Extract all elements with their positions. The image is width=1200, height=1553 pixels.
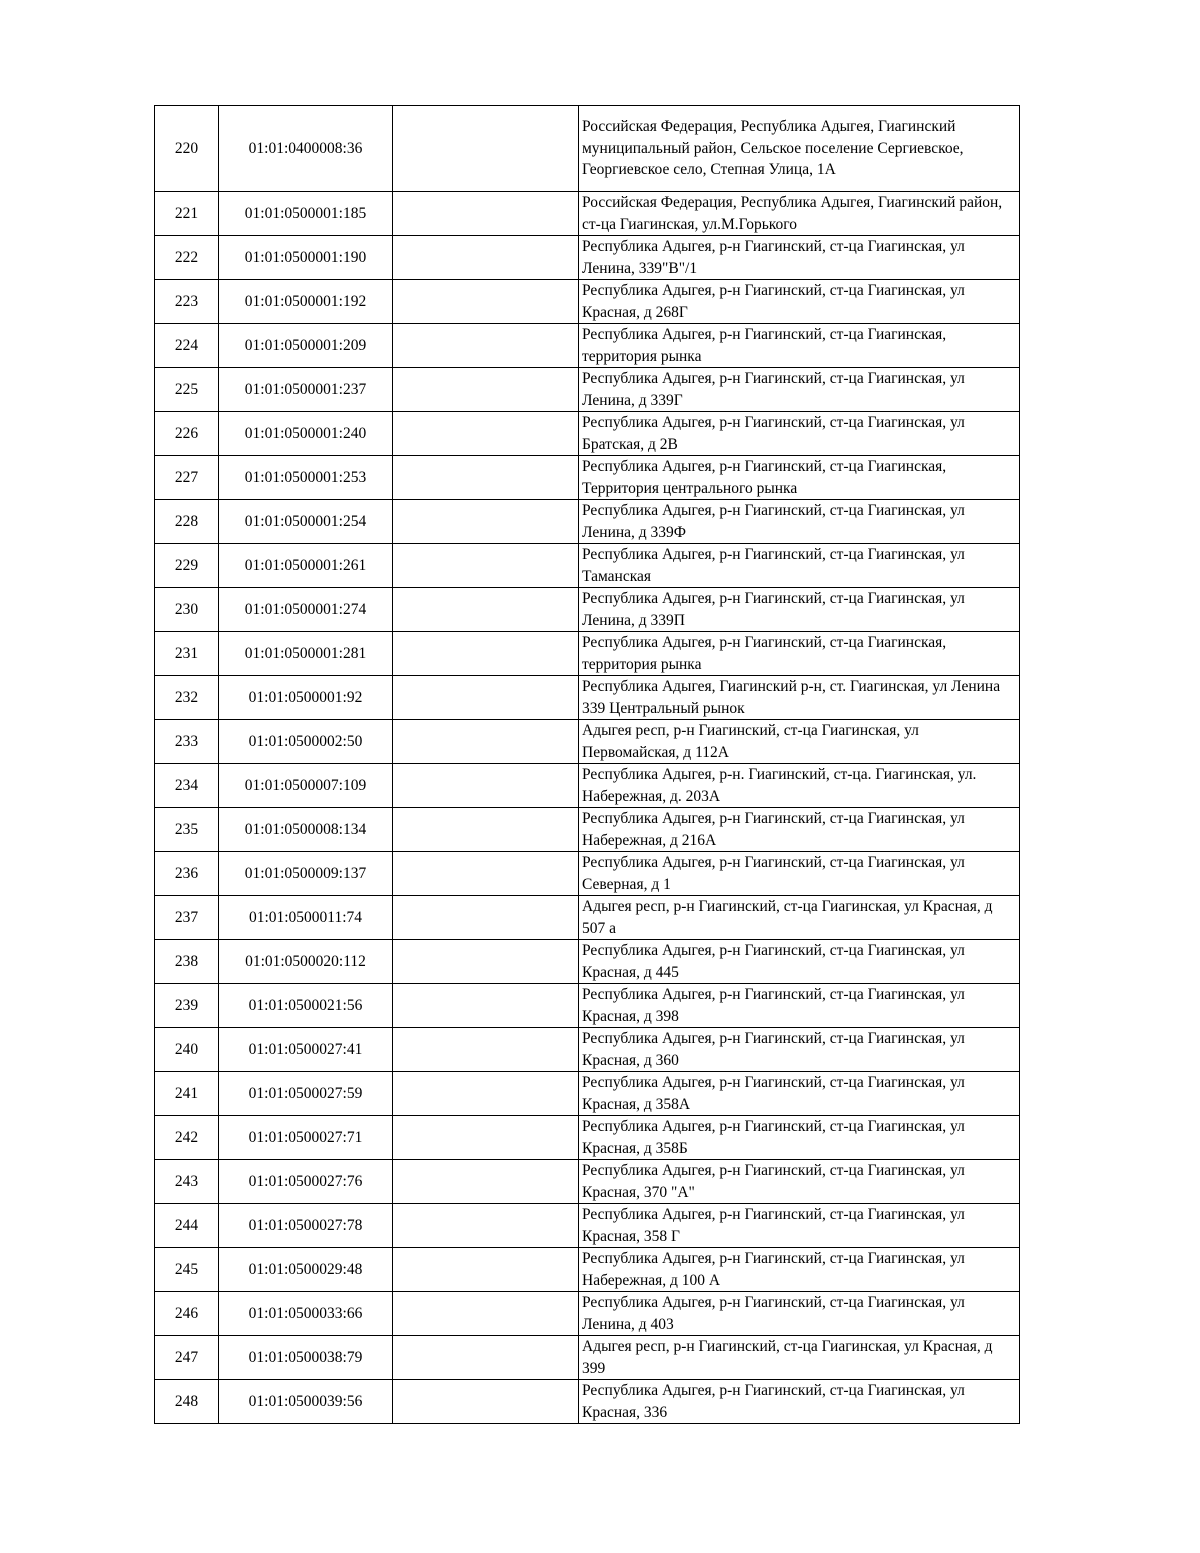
table-row [155,1292,1020,1336]
cadastral-number: 01:01:0400008:36 [219,106,393,192]
row-number: 246 [155,1292,219,1336]
cadastral-number: 01:01:0500029:48 [219,1248,393,1292]
address-cell: Республика Адыгея, р-н Гиагинский, ст-ца Гиагинская, ул Красная, 336 [579,1380,1020,1424]
address-cell: Республика Адыгея, р-н Гиагинский, ст-ца Гиагинская, ул Красная, д 358А [579,1072,1020,1116]
table-row [155,588,1020,632]
table-row [155,1204,1020,1248]
cadastral-number: 01:01:0500001:185 [219,192,393,236]
cadastral-number: 01:01:0500008:134 [219,808,393,852]
row-number: 245 [155,1248,219,1292]
table-row [155,720,1020,764]
address-cell: Республика Адыгея, р-н Гиагинский, ст-ца Гиагинская, ул Таманская [579,544,1020,588]
table-row [155,280,1020,324]
cadastral-number: 01:01:0500001:209 [219,324,393,368]
row-number: 222 [155,236,219,280]
address-cell: Адыгея респ, р-н Гиагинский, ст-ца Гиагинская, ул Первомайская, д 112А [579,720,1020,764]
address-cell: Республика Адыгея, р-н Гиагинский, ст-ца Гиагинская, ул Красная, д 360 [579,1028,1020,1072]
table-row [155,808,1020,852]
cadastral-number: 01:01:0500027:76 [219,1160,393,1204]
address-cell: Республика Адыгея, р-н Гиагинский, ст-ца Гиагинская, территория рынка [579,324,1020,368]
cadastral-number: 01:01:0500001:253 [219,456,393,500]
empty-cell [393,1292,579,1336]
table-row [155,1336,1020,1380]
table-row [155,412,1020,456]
address-cell: Республика Адыгея, р-н Гиагинский, ст-ца Гиагинская, ул Красная, д 445 [579,940,1020,984]
address-cell: Республика Адыгея, р-н Гиагинский, ст-ца Гиагинская, ул Ленина, д 403 [579,1292,1020,1336]
row-number: 238 [155,940,219,984]
row-number: 228 [155,500,219,544]
cadastral-number: 01:01:0500001:240 [219,412,393,456]
address-cell: Российская Федерация, Республика Адыгея, Гиагинский район, ст-ца Гиагинская, ул.М.Горького [579,192,1020,236]
cadastral-number: 01:01:0500001:237 [219,368,393,412]
cadastral-number: 01:01:0500007:109 [219,764,393,808]
empty-cell [393,192,579,236]
address-cell: Адыгея респ, р-н Гиагинский, ст-ца Гиагинская, ул Красная, д 507 а [579,896,1020,940]
address-cell: Республика Адыгея, р-н Гиагинский, ст-ца Гиагинская, ул Красная, д 268Г [579,280,1020,324]
address-cell: Республика Адыгея, р-н Гиагинский, ст-ца Гиагинская, ул Набережная, д 100 А [579,1248,1020,1292]
row-number: 229 [155,544,219,588]
empty-cell [393,1028,579,1072]
row-number: 227 [155,456,219,500]
cadastral-number: 01:01:0500002:50 [219,720,393,764]
cadastral-number: 01:01:0500021:56 [219,984,393,1028]
row-number: 243 [155,1160,219,1204]
cadastral-number: 01:01:0500001:190 [219,236,393,280]
row-number: 231 [155,632,219,676]
empty-cell [393,1116,579,1160]
row-number: 242 [155,1116,219,1160]
address-cell: Адыгея респ, р-н Гиагинский, ст-ца Гиагинская, ул Красная, д 399 [579,1336,1020,1380]
row-number: 223 [155,280,219,324]
empty-cell [393,632,579,676]
empty-cell [393,456,579,500]
row-number: 235 [155,808,219,852]
cadastral-number: 01:01:0500039:56 [219,1380,393,1424]
address-cell: Республика Адыгея, р-н Гиагинский, ст-ца Гиагинская, ул Северная, д 1 [579,852,1020,896]
cadastral-number: 01:01:0500027:41 [219,1028,393,1072]
table-row [155,544,1020,588]
empty-cell [393,236,579,280]
row-number: 221 [155,192,219,236]
table-row [155,896,1020,940]
table-row [155,1028,1020,1072]
table-row [155,1248,1020,1292]
address-cell: Республика Адыгея, р-н Гиагинский, ст-ца Гиагинская, ул Красная, 358 Г [579,1204,1020,1248]
property-table-body [155,106,1020,1424]
address-cell: Республика Адыгея, р-н Гиагинский, ст-ца Гиагинская, ул Красная, д 358Б [579,1116,1020,1160]
address-cell: Республика Адыгея, Гиагинский р-н, ст. Гиагинская, ул Ленина 339 Центральный рынок [579,676,1020,720]
empty-cell [393,1248,579,1292]
row-number: 240 [155,1028,219,1072]
empty-cell [393,896,579,940]
empty-cell [393,1380,579,1424]
address-cell: Республика Адыгея, р-н Гиагинский, ст-ца Гиагинская, ул Ленина, д 339Ф [579,500,1020,544]
table-row [155,500,1020,544]
table-row [155,456,1020,500]
row-number: 244 [155,1204,219,1248]
cadastral-number: 01:01:0500027:71 [219,1116,393,1160]
empty-cell [393,544,579,588]
address-cell: Республика Адыгея, р-н Гиагинский, ст-ца Гиагинская, ул Ленина, д 339Г [579,368,1020,412]
cadastral-number: 01:01:0500001:192 [219,280,393,324]
table-row [155,984,1020,1028]
empty-cell [393,852,579,896]
cadastral-number: 01:01:0500001:254 [219,500,393,544]
empty-cell [393,676,579,720]
cadastral-number: 01:01:0500027:78 [219,1204,393,1248]
row-number: 220 [155,106,219,192]
row-number: 232 [155,676,219,720]
row-number: 233 [155,720,219,764]
table-row [155,368,1020,412]
table-row [155,106,1020,192]
table-row [155,324,1020,368]
empty-cell [393,500,579,544]
cadastral-number: 01:01:0500001:261 [219,544,393,588]
table-row [155,632,1020,676]
address-cell: Российская Федерация, Республика Адыгея, Гиагинский муниципальный район, Сельское поселение Сергиевское, Георгиевское село, Степная Улица, 1А [579,106,1020,192]
table-row [155,236,1020,280]
property-table [154,105,1020,1424]
table-row [155,1116,1020,1160]
empty-cell [393,324,579,368]
row-number: 236 [155,852,219,896]
address-cell: Республика Адыгея, р-н Гиагинский, ст-ца Гиагинская, ул Набережная, д 216А [579,808,1020,852]
row-number: 225 [155,368,219,412]
row-number: 241 [155,1072,219,1116]
address-cell: Республика Адыгея, р-н. Гиагинский, ст-ца. Гиагинская, ул. Набережная, д. 203А [579,764,1020,808]
address-cell: Республика Адыгея, р-н Гиагинский, ст-ца Гиагинская, ул Ленина, д 339П [579,588,1020,632]
empty-cell [393,940,579,984]
table-row [155,676,1020,720]
row-number: 224 [155,324,219,368]
cadastral-number: 01:01:0500038:79 [219,1336,393,1380]
table-row [155,764,1020,808]
empty-cell [393,720,579,764]
address-cell: Республика Адыгея, р-н Гиагинский, ст-ца Гиагинская, ул Красная, д 398 [579,984,1020,1028]
empty-cell [393,1204,579,1248]
empty-cell [393,984,579,1028]
cadastral-number: 01:01:0500001:281 [219,632,393,676]
empty-cell [393,764,579,808]
table-row [155,940,1020,984]
cadastral-number: 01:01:0500027:59 [219,1072,393,1116]
cadastral-number: 01:01:0500001:274 [219,588,393,632]
row-number: 247 [155,1336,219,1380]
address-cell: Республика Адыгея, р-н Гиагинский, ст-ца Гиагинская, ул Ленина, 339"В"/1 [579,236,1020,280]
empty-cell [393,588,579,632]
empty-cell [393,808,579,852]
cadastral-number: 01:01:0500033:66 [219,1292,393,1336]
empty-cell [393,1336,579,1380]
address-cell: Республика Адыгея, р-н Гиагинский, ст-ца Гиагинская, территория рынка [579,632,1020,676]
row-number: 226 [155,412,219,456]
table-row [155,1380,1020,1424]
empty-cell [393,280,579,324]
row-number: 230 [155,588,219,632]
empty-cell [393,1160,579,1204]
address-cell: Республика Адыгея, р-н Гиагинский, ст-ца Гиагинская, ул Красная, 370 "А" [579,1160,1020,1204]
empty-cell [393,368,579,412]
table-row [155,852,1020,896]
row-number: 237 [155,896,219,940]
empty-cell [393,106,579,192]
empty-cell [393,1072,579,1116]
cadastral-number: 01:01:0500001:92 [219,676,393,720]
address-cell: Республика Адыгея, р-н Гиагинский, ст-ца Гиагинская, ул Братская, д 2В [579,412,1020,456]
row-number: 239 [155,984,219,1028]
cadastral-number: 01:01:0500009:137 [219,852,393,896]
address-cell: Республика Адыгея, р-н Гиагинский, ст-ца Гиагинская, Территория центрального рынка [579,456,1020,500]
cadastral-number: 01:01:0500020:112 [219,940,393,984]
row-number: 234 [155,764,219,808]
cadastral-number: 01:01:0500011:74 [219,896,393,940]
table-row [155,1160,1020,1204]
table-row [155,192,1020,236]
row-number: 248 [155,1380,219,1424]
empty-cell [393,412,579,456]
table-row [155,1072,1020,1116]
